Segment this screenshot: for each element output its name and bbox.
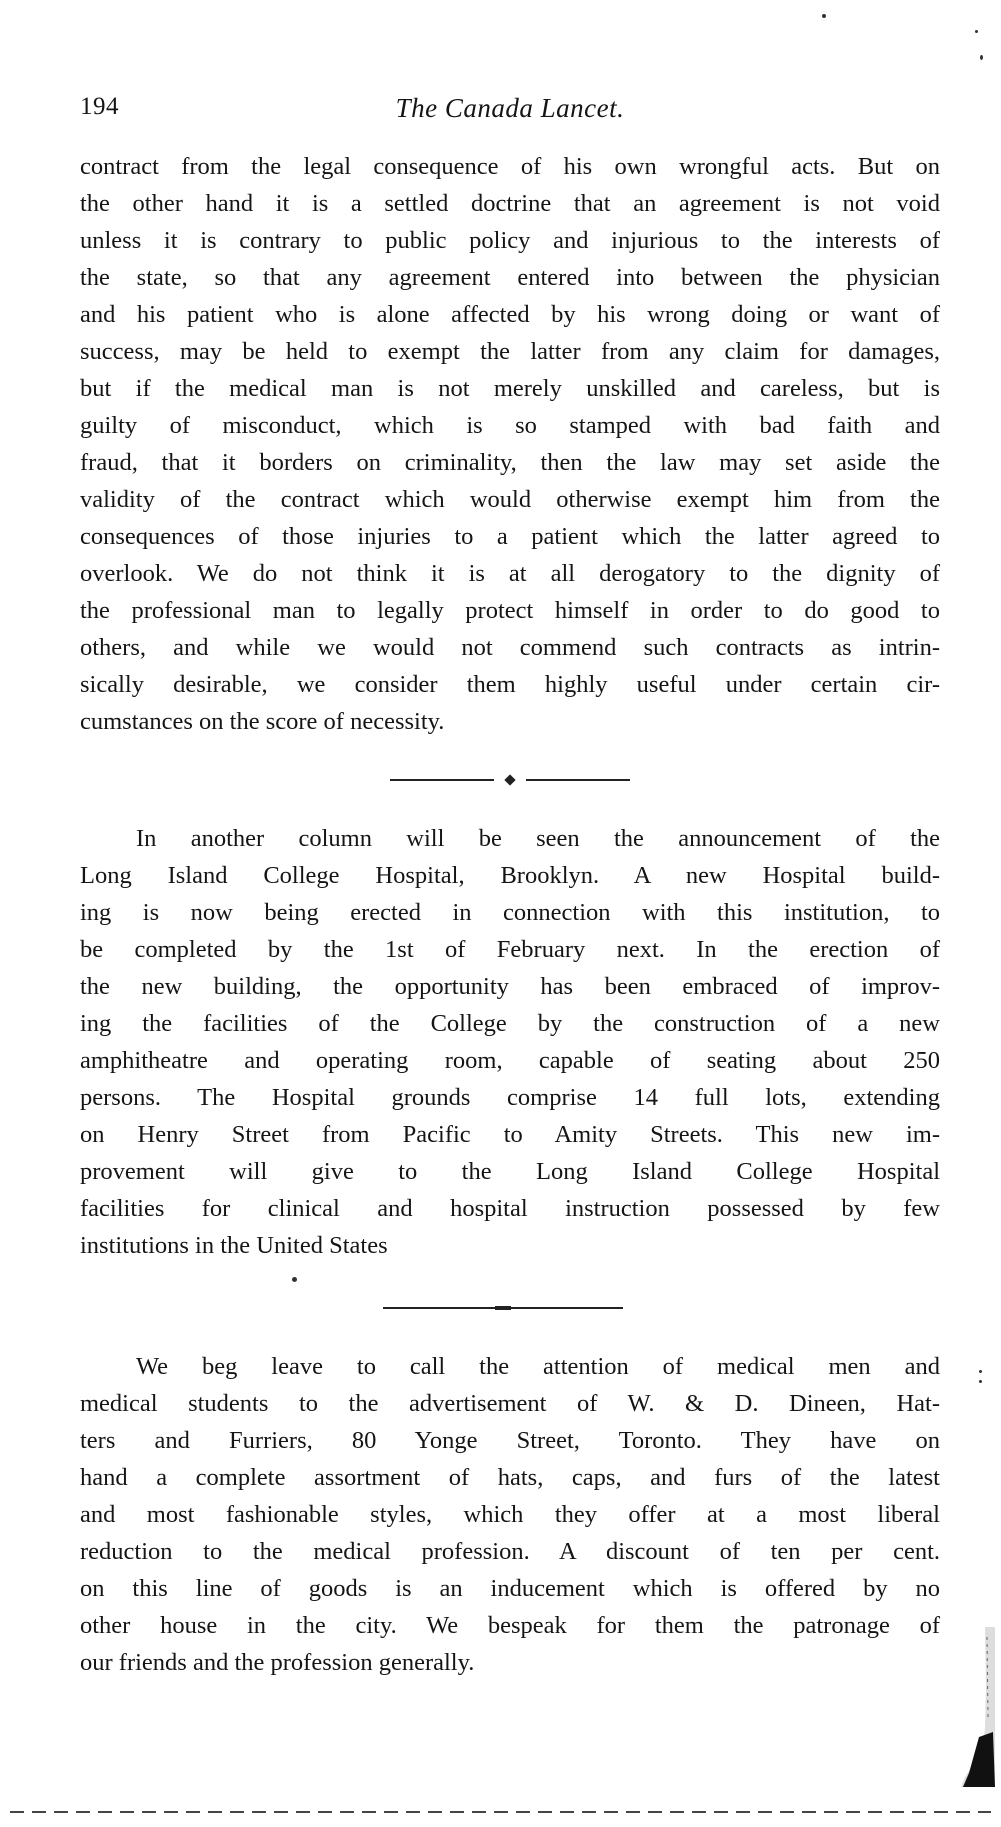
text-line: the professional man to legally protect himself in order to do good to xyxy=(80,597,940,624)
scan-speck xyxy=(979,1380,982,1383)
text-line: fraud, that it borders on criminality, then the law may set aside the xyxy=(80,449,940,476)
text-line: on Henry Street from Pacific to Amity Streets. This new im- xyxy=(80,1121,940,1148)
text-line: contract from the legal consequence of his own wrongful acts. But on xyxy=(80,153,940,180)
text-line: persons. The Hospital grounds comprise 14 full lots, extending xyxy=(80,1084,940,1111)
text-line: We beg leave to call the attention of medical men and xyxy=(136,1353,940,1380)
paragraph-dineen-advertisement xyxy=(80,1348,940,1681)
text-line: reduction to the medical profession. A discount of ten per cent. xyxy=(80,1538,940,1565)
text-line: and his patient who is alone affected by his wrong doing or want of xyxy=(80,301,940,328)
scan-speck xyxy=(822,14,826,18)
text-line: overlook. We do not think it is at all derogatory to the dignity of xyxy=(80,560,940,587)
text-line: the other hand it is a settled doctrine that an agreement is not void xyxy=(80,190,940,217)
paragraph-long-island-hospital xyxy=(80,820,940,1264)
text-line: and most fashionable styles, which they offer at a most liberal xyxy=(80,1501,940,1528)
divider-rule-right xyxy=(526,779,630,781)
text-line: be completed by the 1st of February next. In the erection of xyxy=(80,936,940,963)
text-line: success, may be held to exempt the latter from any claim for damages, xyxy=(80,338,940,365)
scan-speck xyxy=(980,55,983,60)
text-line: In another column will be seen the announcement of the xyxy=(136,825,940,852)
text-line: provement will give to the Long Island College Hospital xyxy=(80,1158,940,1185)
running-title: The Canada Lancet. xyxy=(395,93,625,123)
divider-rule-right xyxy=(511,1307,623,1309)
text-line: others, and while we would not commend such contracts as intrin- xyxy=(80,634,940,661)
text-line: ing is now being erected in connection with this institution, to xyxy=(80,899,940,926)
text-line: Long Island College Hospital, Brooklyn. A new Hospital build- xyxy=(80,862,940,889)
text-line: amphitheatre and operating room, capable of seating about 250 xyxy=(80,1047,940,1074)
text-line: institutions in the United States xyxy=(80,1232,388,1259)
scan-edge-shadow xyxy=(955,1627,995,1787)
divider-rule-left xyxy=(383,1307,495,1309)
scan-speck xyxy=(975,30,978,33)
text-line: our friends and the profession generally. xyxy=(80,1649,475,1676)
text-line: unless it is contrary to public policy and injurious to the interests of xyxy=(80,227,940,254)
text-line: but if the medical man is not merely unskilled and careless, but is xyxy=(80,375,940,402)
text-line: consequences of those injuries to a patient which the latter agreed to xyxy=(80,523,940,550)
divider-rule-left xyxy=(390,779,494,781)
text-line: on this line of goods is an inducement which is offered by no xyxy=(80,1575,940,1602)
text-line: other house in the city. We bespeak for them the patronage of xyxy=(80,1612,940,1639)
text-line: validity of the contract which would otherwise exempt him from the xyxy=(80,486,940,513)
section-divider xyxy=(383,1302,623,1314)
section-divider xyxy=(390,774,630,786)
scan-bottom-edge xyxy=(10,1811,991,1813)
divider-ornament xyxy=(495,1306,511,1310)
text-line: cumstances on the score of necessity. xyxy=(80,708,445,735)
page-number: 194 xyxy=(80,93,119,120)
text-line: ing the facilities of the College by the construction of a new xyxy=(80,1010,940,1037)
text-line: sically desirable, we consider them highly useful under certain cir- xyxy=(80,671,940,698)
divider-ornament xyxy=(504,774,515,785)
paragraph-contract-liability xyxy=(80,148,940,740)
text-line: hand a complete assortment of hats, caps, and furs of the latest xyxy=(80,1464,940,1491)
text-line: facilities for clinical and hospital instruction possessed by few xyxy=(80,1195,940,1222)
text-line: the state, so that any agreement entered into between the physician xyxy=(80,264,940,291)
scan-speck xyxy=(979,1370,982,1373)
scan-speck xyxy=(292,1277,297,1282)
text-line: the new building, the opportunity has been embraced of improv- xyxy=(80,973,940,1000)
page-header xyxy=(80,93,940,133)
text-line: ters and Furriers, 80 Yonge Street, Toronto. They have on xyxy=(80,1427,940,1454)
text-line: guilty of misconduct, which is so stamped with bad faith and xyxy=(80,412,940,439)
text-line: medical students to the advertisement of W. & D. Dineen, Hat- xyxy=(80,1390,940,1417)
